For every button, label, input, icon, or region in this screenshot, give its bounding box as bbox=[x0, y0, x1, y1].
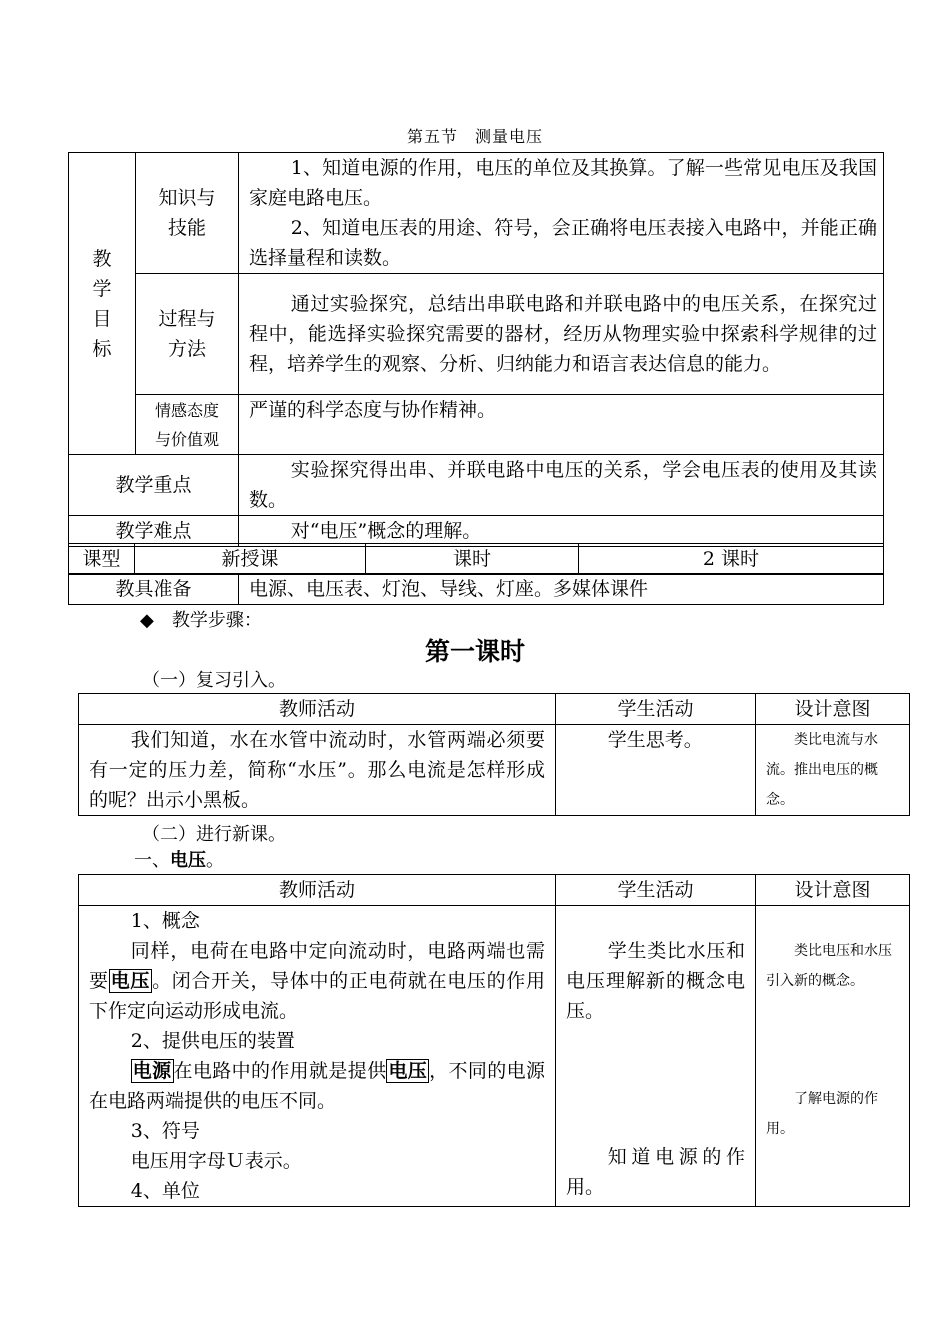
difficulty-label: 教学难点 bbox=[69, 516, 239, 547]
course-type-label: 课型 bbox=[69, 544, 135, 575]
objectives-label: 教 学 目 标 bbox=[69, 153, 136, 455]
review-student: 学生思考。 bbox=[556, 725, 756, 816]
section-review-heading: （一）复习引入。 bbox=[142, 670, 286, 691]
course-table bbox=[68, 543, 884, 575]
process-label: 过程与 方法 bbox=[136, 274, 239, 395]
key-point-label: 教学重点 bbox=[69, 455, 239, 516]
header-student: 学生活动 bbox=[556, 875, 756, 906]
highlight-voltage: 电压 bbox=[110, 970, 151, 992]
knowledge-label: 知识与 技能 bbox=[136, 153, 239, 274]
steps-heading: ◆ 教学步骤： bbox=[140, 610, 262, 631]
difficulty-text: 对“电压”概念的理解。 bbox=[239, 516, 884, 547]
tools-table bbox=[68, 573, 884, 605]
tools-text: 电源、电压表、灯泡、导线、灯座。多媒体课件 bbox=[239, 574, 884, 605]
course-hours-value: 2 课时 bbox=[579, 544, 884, 575]
lesson-title: 第一课时 bbox=[424, 637, 525, 666]
voltage-design: 类比电压和水压引入新的概念。 了解电源的作用。 bbox=[756, 906, 910, 1207]
page-title: 第五节 测量电压 bbox=[406, 127, 543, 146]
course-type-value: 新授课 bbox=[135, 544, 366, 575]
course-hours-label: 课时 bbox=[366, 544, 579, 575]
highlight-voltage: 电压 bbox=[388, 1060, 428, 1082]
emotion-label: 情感态度 与价值观 bbox=[136, 395, 239, 455]
knowledge-text: 1、知道电源的作用，电压的单位及其换算。了解一些常见电压及我国家庭电路电压。 2、知道电压表的用途、符号，会正确将电压表接入电路中，并能正确选择量程和读数。 bbox=[239, 153, 884, 274]
header-design: 设计意图 bbox=[756, 694, 910, 725]
subsection-voltage-heading: 一、电压。 bbox=[134, 850, 224, 871]
header-teacher: 教师活动 bbox=[79, 875, 556, 906]
header-teacher: 教师活动 bbox=[79, 694, 556, 725]
review-design: 类比电流与水流。推出电压的概念。 bbox=[756, 725, 910, 816]
voltage-student: 学生类比水压和电压理解新的概念电压。 知道电源的作用。 bbox=[556, 906, 756, 1207]
objectives-table bbox=[68, 152, 884, 547]
header-student: 学生活动 bbox=[556, 694, 756, 725]
review-table bbox=[78, 693, 910, 816]
highlight-power-source: 电源 bbox=[132, 1060, 172, 1082]
voltage-table bbox=[78, 874, 910, 1207]
header-design: 设计意图 bbox=[756, 875, 910, 906]
review-teacher: 我们知道，水在水管中流动时，水管两端必须要有一定的压力差，简称“水压”。那么电流是怎样形成的呢？出示小黑板。 bbox=[79, 725, 556, 816]
emotion-text: 严谨的科学态度与协作精神。 bbox=[239, 395, 884, 455]
voltage-teacher: 1、概念 同样，电荷在电路中定向流动时，电路两端也需要 电压 。闭合开关，导体中的正电荷就在电压的作用下作定向运动形成电流。 2、提供电压的装置 电源 在电路中的作用就是提供 电压 ，不同的电源在电路两端提供的电压不同。 3、符号 电压用字母Ｕ表示。 4、单位 bbox=[79, 906, 556, 1207]
process-text: 通过实验探究，总结出串联电路和并联电路中的电压关系，在探究过程中，能选择实验探究需要的器材，经历从物理实验中探索科学规律的过程，培养学生的观察、分析、归纳能力和语言表达信息的能力。 bbox=[239, 274, 884, 395]
key-point-text: 实验探究得出串、并联电路中电压的关系，学会电压表的使用及其读数。 bbox=[239, 455, 884, 516]
section-new-heading: （二）进行新课。 bbox=[142, 824, 286, 845]
tools-label: 教具准备 bbox=[69, 574, 239, 605]
